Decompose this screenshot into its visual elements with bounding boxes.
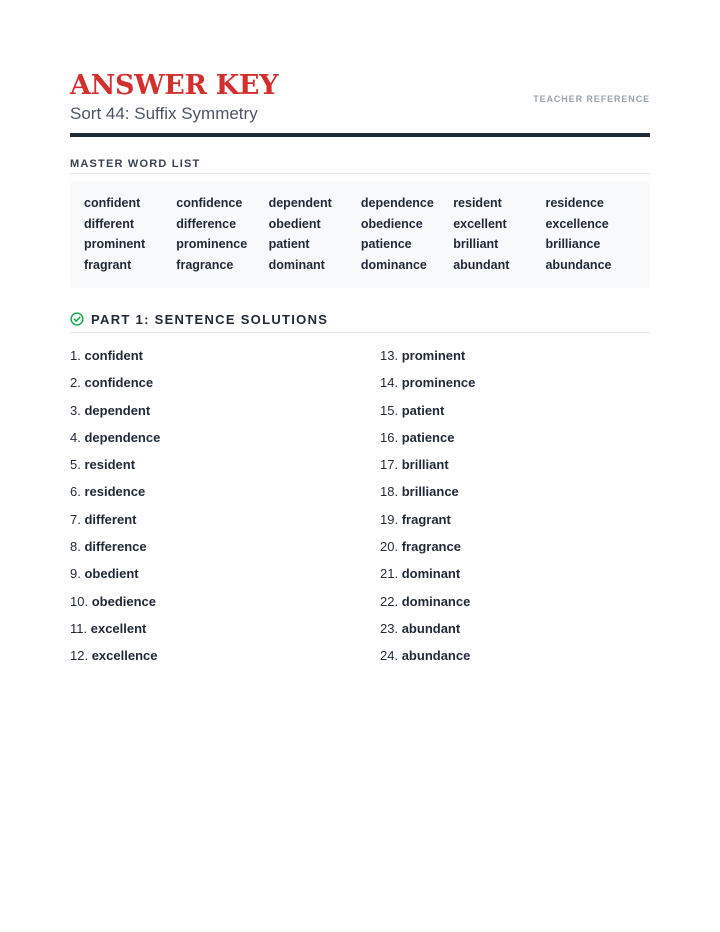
word-list-item: dependent — [268, 196, 332, 210]
word-list-item: prominence — [176, 237, 248, 252]
word-list-item: patience — [360, 237, 412, 252]
answer-number: 2. — [70, 375, 81, 391]
master-word-list-label: MASTER WORD LIST — [70, 158, 201, 170]
answer-number: 23. — [380, 620, 399, 636]
word-list-item: confidence — [176, 196, 243, 210]
answer-number: 10. — [70, 593, 89, 609]
section-divider — [70, 173, 650, 174]
master-word-list-box — [70, 181, 650, 288]
answer-word: obedience — [91, 593, 156, 609]
answer-word: abundant — [401, 620, 461, 636]
answer-word: fragrant — [401, 511, 451, 527]
word-list-item: different — [84, 216, 134, 231]
answer-item — [380, 401, 475, 428]
answer-word: abundance — [401, 648, 471, 664]
answer-item — [380, 455, 475, 482]
word-list-item: confident — [84, 196, 141, 210]
answer-word: resident — [84, 457, 136, 473]
answer-item — [380, 592, 475, 619]
word-list-item: difference — [176, 216, 237, 231]
answer-number: 21. — [380, 566, 399, 582]
answer-item — [380, 373, 475, 400]
word-list-item: fragrance — [176, 258, 234, 273]
word-grid — [84, 193, 638, 276]
header-divider — [70, 133, 650, 137]
answer-item — [380, 482, 475, 509]
answer-item — [380, 564, 475, 591]
word-list-item: excellence — [545, 216, 609, 231]
word-list-item: excellent — [453, 216, 507, 231]
part1-heading — [70, 310, 328, 328]
answer-item — [380, 619, 475, 646]
answer-word: prominent — [401, 348, 466, 363]
word-list-item: fragrant — [84, 258, 132, 273]
answer-number: 14. — [380, 375, 399, 391]
answer-number: 22. — [380, 593, 399, 609]
answer-item — [70, 619, 160, 646]
answer-item — [380, 510, 475, 537]
answer-item — [380, 646, 475, 673]
word-list-item: brilliance — [545, 237, 601, 252]
answer-word: patience — [401, 429, 455, 445]
answer-word: difference — [84, 539, 147, 555]
answer-item — [70, 482, 160, 509]
answer-item — [70, 373, 160, 400]
answer-number: 15. — [380, 402, 399, 418]
word-list-item: prominent — [84, 237, 146, 252]
word-list-item: dominance — [360, 258, 427, 273]
answer-word: fragrance — [401, 539, 461, 555]
word-list-item: resident — [453, 196, 502, 210]
answer-number: 17. — [380, 457, 399, 473]
word-list-item: patient — [268, 237, 310, 252]
answer-number: 13. — [380, 348, 399, 363]
answer-number: 9. — [70, 566, 81, 582]
answer-item — [70, 428, 160, 455]
answer-item — [380, 346, 475, 373]
answer-item — [70, 537, 160, 564]
answer-item — [70, 646, 160, 673]
answer-word: dependent — [84, 402, 151, 418]
word-list-item: obedient — [268, 216, 321, 231]
answer-word: confidence — [84, 375, 154, 391]
word-list-item: dependence — [360, 196, 434, 210]
answer-item — [380, 428, 475, 455]
answer-word: patient — [401, 402, 445, 418]
answer-number: 5. — [70, 457, 81, 473]
word-list-item: dominant — [268, 258, 325, 273]
part1-title: PART 1: SENTENCE SOLUTIONS — [91, 311, 329, 327]
word-list-item: residence — [545, 196, 604, 210]
word-list-item: abundance — [545, 258, 612, 273]
answer-word: brilliant — [401, 457, 449, 473]
answer-number: 1. — [70, 348, 81, 363]
check-circle-icon — [70, 312, 84, 326]
page-subtitle: Sort 44: Suffix Symmetry — [70, 104, 258, 123]
page-header — [70, 0, 650, 138]
answer-number: 19. — [380, 511, 399, 527]
answer-word: prominence — [401, 375, 476, 391]
answer-number: 3. — [70, 402, 81, 418]
answer-item — [70, 510, 160, 537]
answer-key-page — [70, 0, 650, 664]
answer-item — [70, 592, 160, 619]
answer-word: brilliance — [401, 484, 459, 500]
teacher-reference-label: TEACHER REFERENCE — [533, 94, 650, 104]
answer-word: excellent — [90, 620, 147, 636]
answer-word: different — [84, 511, 137, 527]
part1-divider — [70, 332, 650, 333]
answer-number: 24. — [380, 648, 399, 664]
answer-number: 18. — [380, 484, 399, 500]
word-list-item: abundant — [453, 258, 510, 273]
answer-number: 20. — [380, 539, 399, 555]
answer-number: 12. — [70, 648, 89, 664]
answer-word: excellence — [91, 648, 158, 664]
answer-number: 8. — [70, 539, 81, 555]
answer-number: 6. — [70, 484, 81, 500]
answer-item — [70, 401, 160, 428]
answer-word: residence — [84, 484, 146, 500]
answer-word: dominance — [401, 593, 471, 609]
word-list-item: obedience — [360, 216, 423, 231]
answer-number: 7. — [70, 511, 81, 527]
page-title: ANSWER KEY — [70, 70, 279, 101]
answer-word: confident — [84, 348, 143, 363]
answer-number: 4. — [70, 429, 81, 445]
answer-item — [70, 346, 160, 373]
answer-word: dependence — [84, 429, 161, 445]
answer-word: obedient — [84, 566, 139, 582]
answer-number: 16. — [380, 429, 399, 445]
answer-column-left — [70, 346, 160, 674]
answer-item — [70, 564, 160, 591]
answer-word: dominant — [401, 566, 461, 582]
word-list-item: brilliant — [453, 237, 499, 252]
answer-item — [70, 455, 160, 482]
answer-number: 11. — [70, 620, 88, 636]
answer-column-right — [380, 346, 475, 674]
answer-item — [380, 537, 475, 564]
